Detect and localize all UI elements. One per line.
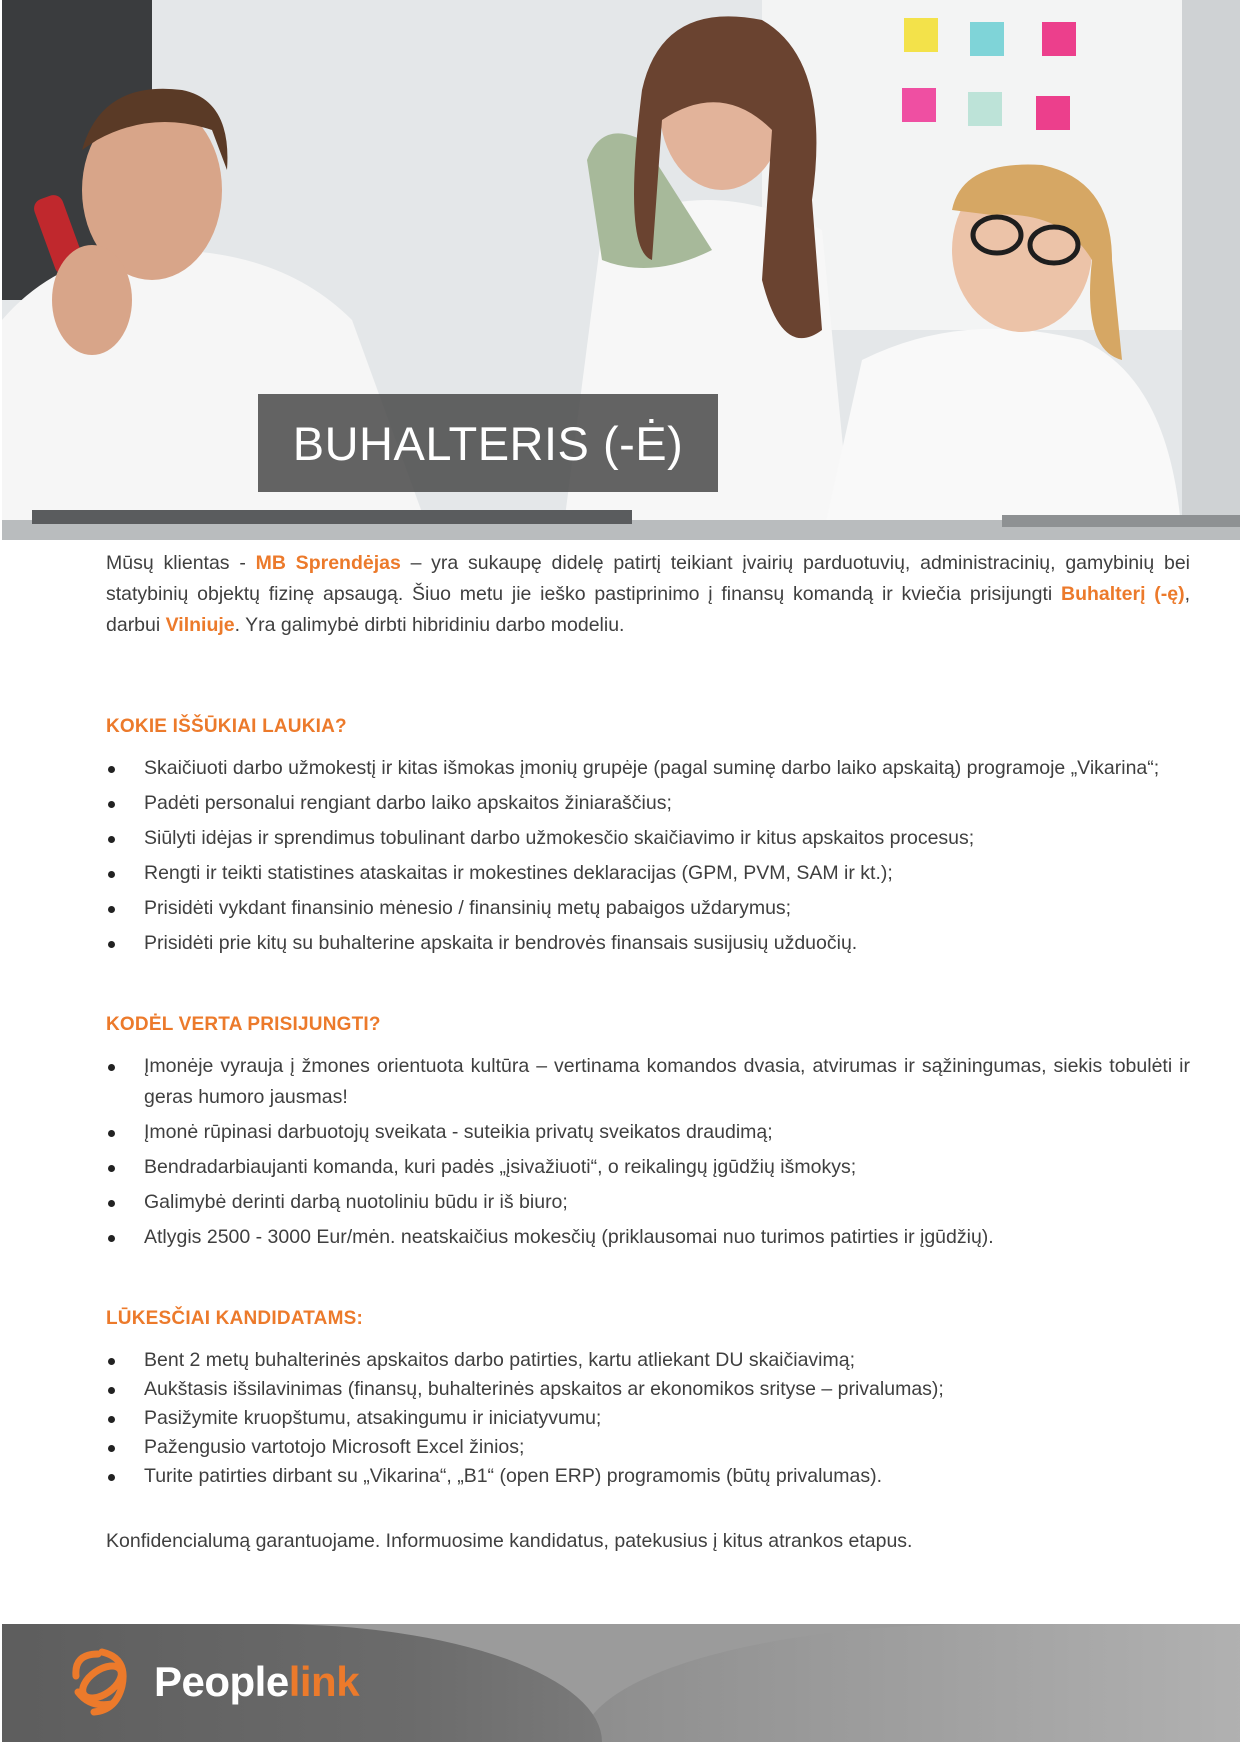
footer-band [2,1624,1240,1742]
expectations-section [106,1303,1190,1492]
peoplelink-logo-icon [68,1646,136,1718]
list-item: Prisidėti vykdant finansinio mėnesio / finansinių metų pabaigos uždarymus; [106,893,1190,924]
list-item: Prisidėti prie kitų su buhalterine apskaita ir bendrovės finansais susijusių užduočių. [106,928,1190,959]
list-item: Aukštasis išsilavinimas (finansų, buhalterinės apskaitos ar ekonomikos srityse – privalumas); [106,1374,1190,1405]
list-item: Galimybė derinti darbą nuotoliniu būdu ir iš biuro; [106,1187,1190,1218]
list-item: Padėti personalui rengiant darbo laiko apskaitos žiniaraščius; [106,788,1190,819]
closing-note: Konfidencialumą garantuojame. Informuosime kandidatus, patekusius į kitus atrankos etapus. [106,1530,913,1552]
intro-text: . Yra galimybė dirbti hibridiniu darbo modeliu. [234,614,625,636]
peoplelink-logo [68,1646,359,1718]
list-item: Siūlyti idėjas ir sprendimus tobulinant darbo užmokesčio skaičiavimo ir kitus apskaitos procesus; [106,823,1190,854]
intro-paragraph [106,548,1190,641]
job-title: BUHALTERIS (-Ė) [292,416,684,470]
bottom-margin [0,1742,1240,1754]
expectations-list [106,1345,1190,1492]
role-name: Buhalterį (-ę) [1060,583,1185,605]
logo-wordmark [154,1658,359,1706]
logo-word-link: link [288,1658,360,1705]
intro-text: Mūsų klientas - [106,552,256,574]
benefits-list [106,1051,1190,1253]
intro-text: , darbui [106,583,1190,636]
list-item: Skaičiuoti darbo užmokestį ir kitas išmokas įmonių grupėje (pagal suminę darbo laiko apskaitą) programoje „Vikarina“; [106,753,1190,784]
logo-word-people: People [154,1658,289,1705]
intro-text: – yra sukaupę didelę patirtį teikiant įvairių parduotuvių, administracinių, gamybinių bei statybinių objektų fizinę apsaugą. Šiuo metu jie ieško pastiprinimo į finansų komandą ir kviečia prisijungti [106,552,1190,605]
title-banner [258,394,718,492]
list-item: Turite patirties dirbant su „Vikarina“, „B1“ (open ERP) programomis (būtų privalumas). [106,1461,1190,1492]
list-item: Bent 2 metų buhalterinės apskaitos darbo patirties, kartu atliekant DU skaičiavimą; [106,1345,1190,1376]
hero-photo [2,0,1240,540]
benefits-section [106,1009,1190,1253]
city-name: Vilniuje [165,614,235,636]
footer-light-shape [582,1624,1240,1742]
list-item: Įmonė rūpinasi darbuotojų sveikata - suteikia privatų sveikatos draudimą; [106,1117,1190,1148]
challenges-section [106,711,1190,959]
list-item: Bendradarbiaujanti komanda, kuri padės „įsivažiuoti“, o reikalingų įgūdžių išmokys; [106,1152,1190,1183]
list-item: Pasižymite kruopštumu, atsakingumu ir iniciatyvumu; [106,1403,1190,1434]
list-item: Pažengusio vartotojo Microsoft Excel žinios; [106,1432,1190,1463]
client-name: MB Sprendėjas [255,552,401,574]
list-item: Atlygis 2500 - 3000 Eur/mėn. neatskaičius mokesčių (priklausomai nuo turimos patirties ir įgūdžių). [106,1222,1190,1253]
benefits-heading: KODĖL VERTA PRISIJUNGTI? [106,1014,381,1035]
challenges-heading: KOKIE IŠŠŪKIAI LAUKIA? [106,716,347,737]
challenges-list [106,753,1190,959]
list-item: Įmonėje vyrauja į žmones orientuota kultūra – vertinama komandos dvasia, atvirumas ir sąžiningumas, siekis tobulėti ir geras humoro jausmas! [106,1051,1190,1113]
expectations-heading: LŪKESČIAI KANDIDATAMS: [106,1308,364,1329]
main-content [106,548,1190,1557]
list-item: Rengti ir teikti statistines ataskaitas ir mokestines deklaracijas (GPM, PVM, SAM ir kt.); [106,858,1190,889]
